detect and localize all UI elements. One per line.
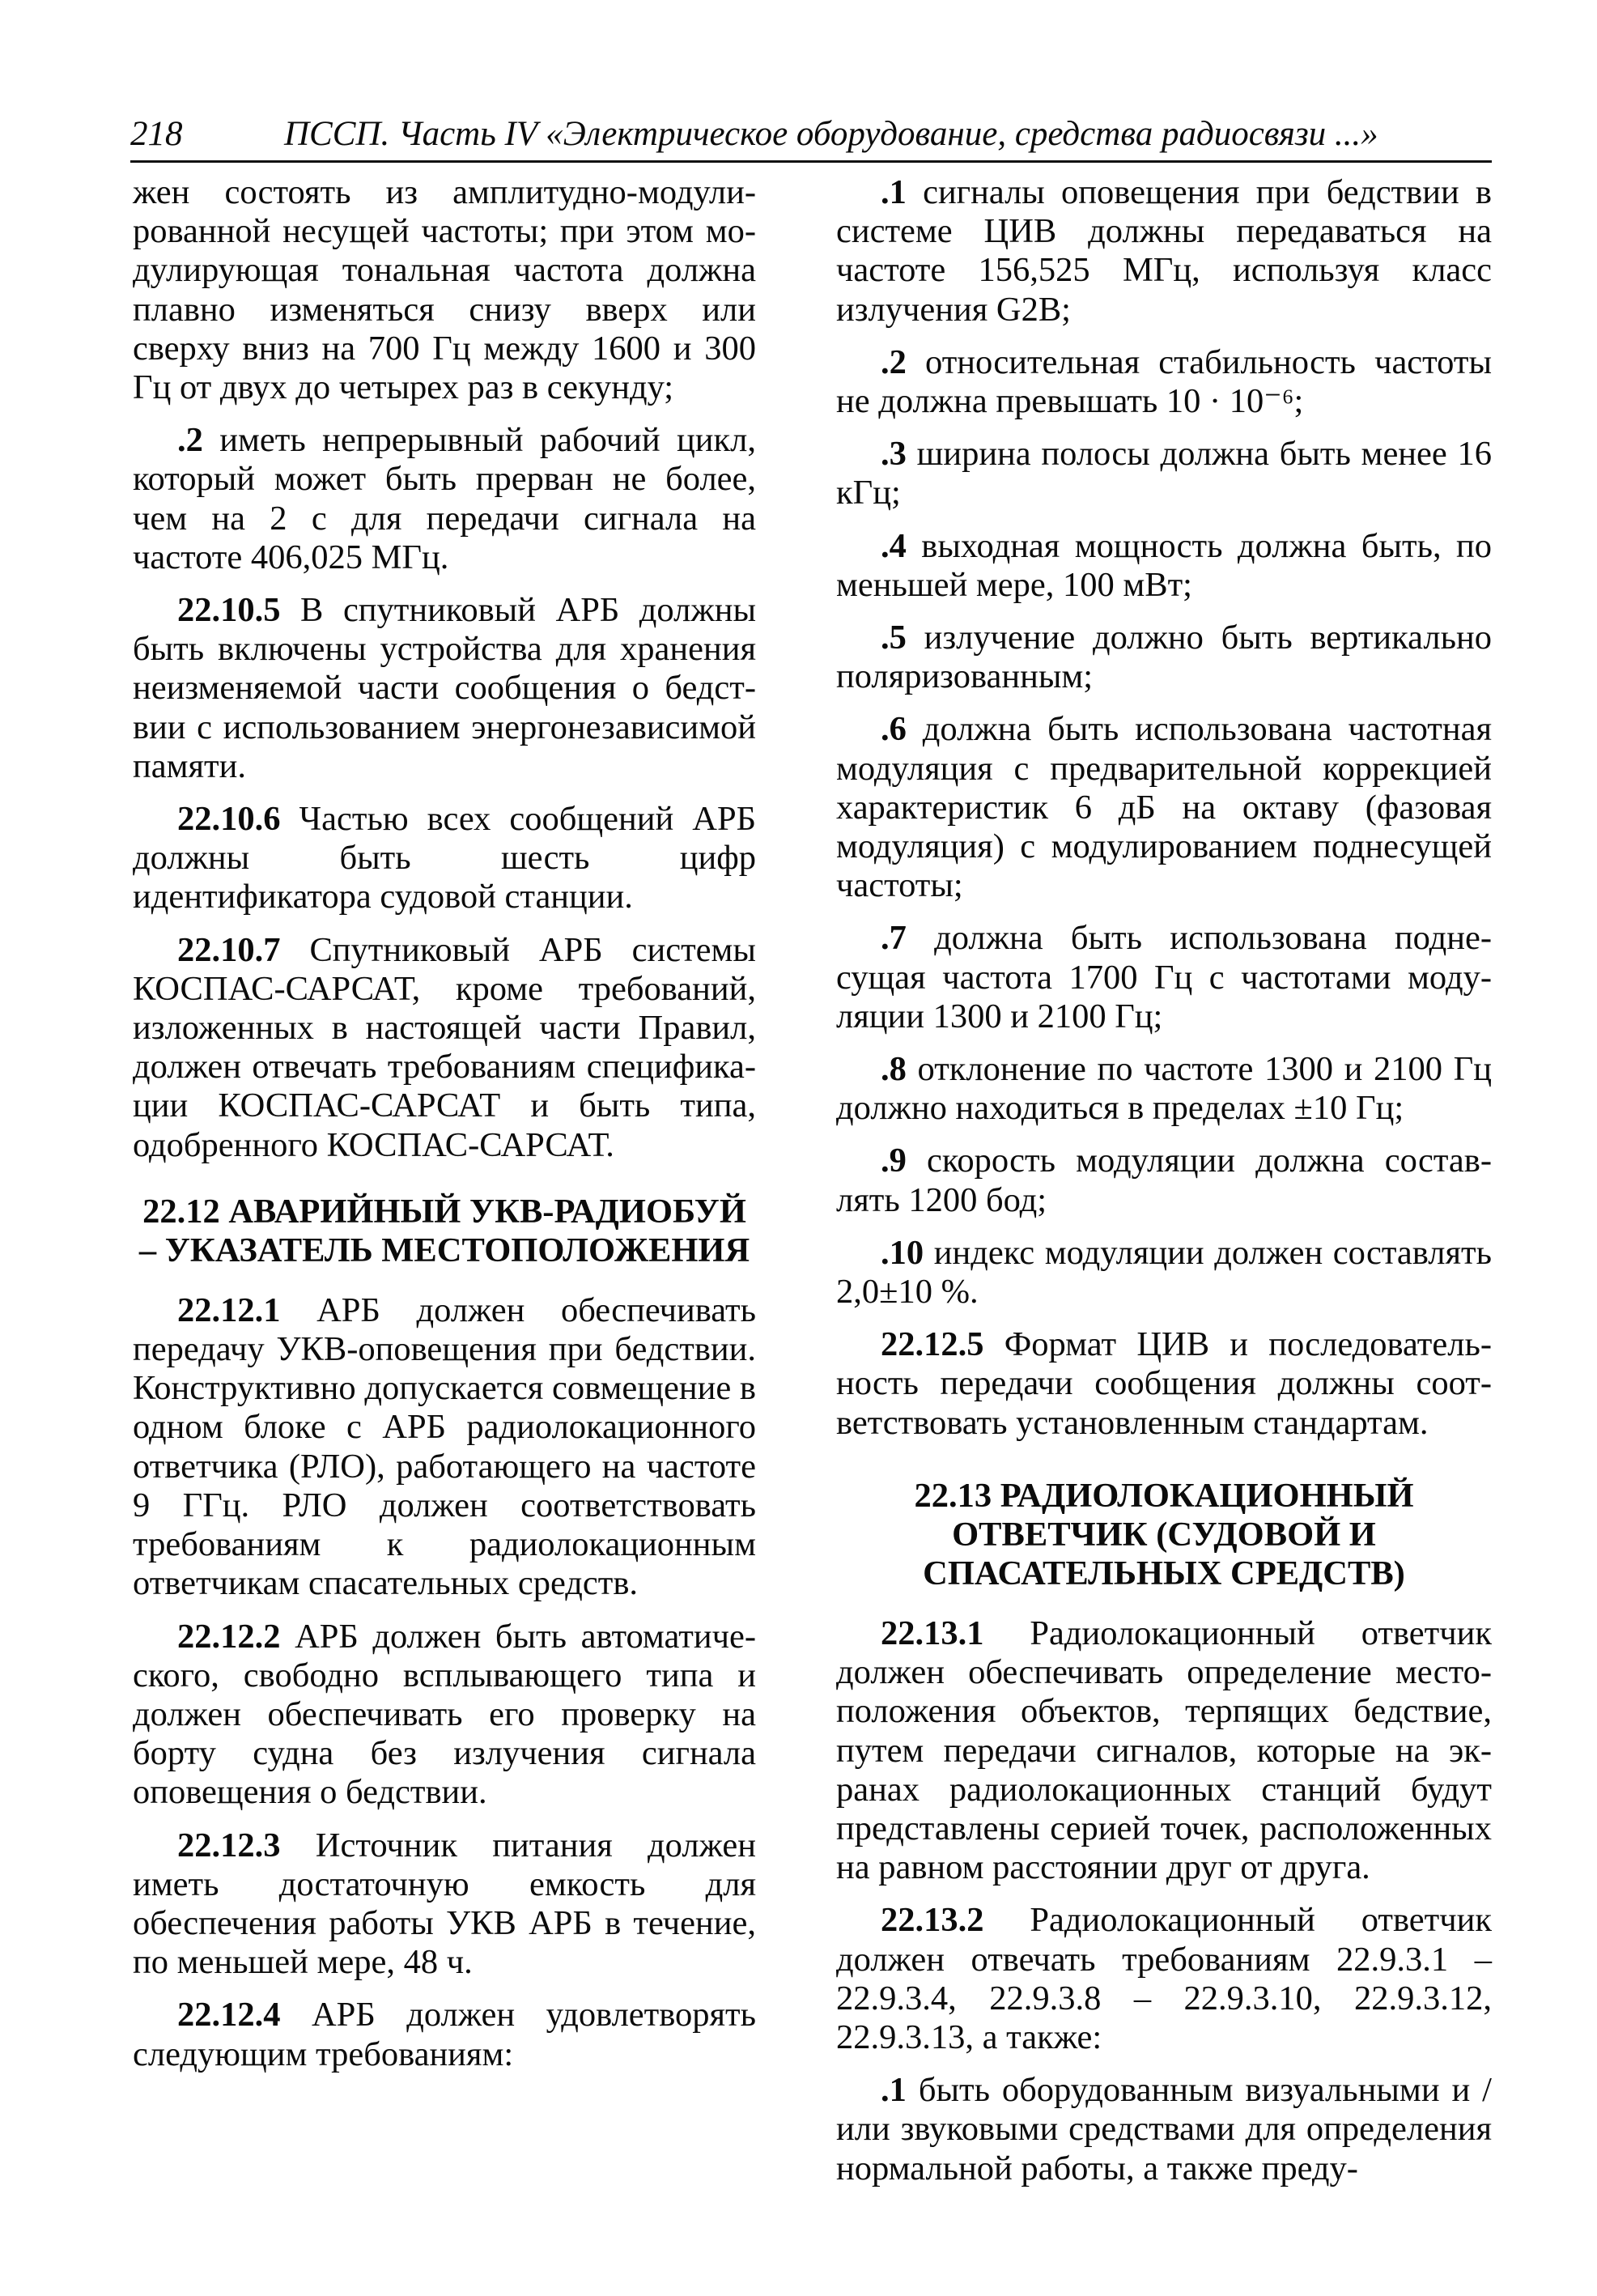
item-number: .6 bbox=[881, 710, 907, 749]
clause-number: 22.10.6 bbox=[177, 800, 281, 839]
item-number: .8 bbox=[881, 1050, 907, 1089]
item-number: .5 bbox=[881, 619, 907, 657]
item-text: должна быть использована поднесущая частота 1700 Гц с частотами модуляции 1300 и 2100 Гц; bbox=[836, 919, 1492, 1035]
list-item bbox=[836, 1142, 1492, 1219]
clause-number: 22.10.7 bbox=[177, 930, 281, 969]
paragraph bbox=[836, 1614, 1492, 1887]
paragraph bbox=[133, 931, 756, 1165]
clause-number: 22.12.4 bbox=[177, 1996, 281, 2035]
paragraph bbox=[133, 421, 756, 577]
paragraph bbox=[133, 1291, 756, 1604]
item-number: .4 bbox=[881, 526, 907, 565]
paragraph bbox=[133, 1996, 756, 2073]
item-number: .2 bbox=[881, 342, 907, 381]
paragraph-text: В спутниковый АРБ должны быть включены устройства для хранения неизменяемой части сообщения о бедствии с использованием энергонезависимой памяти. bbox=[133, 591, 756, 785]
item-number: .7 bbox=[881, 919, 907, 958]
item-number: .10 bbox=[881, 1233, 924, 1272]
paragraph-text: Спутниковый АРБ системы КОСПАС-САРСАТ, кроме требований, изложенных в настоящей части Правил, должен отвечать требованиям спецификации КОСПАС-САРСАТ и быть типа, одобренного КОСПАС-САРСАТ. bbox=[133, 930, 756, 1164]
clause-number: 22.13.1 bbox=[881, 1614, 984, 1652]
item-text: излучение должно быть вертикально поляризованным; bbox=[836, 619, 1492, 696]
list-item bbox=[836, 527, 1492, 605]
item-text: сигналы оповещения при бедствии в системе ЦИВ должны передаваться на частоте 156,525 МГц, используя класс излучения G2B; bbox=[836, 173, 1492, 329]
item-number: .3 bbox=[881, 435, 907, 474]
paragraph-text: Источник питания должен иметь достаточную емкость для обеспечения работы УКВ АРБ в течение, по меньшей мере, 48 ч. bbox=[133, 1826, 756, 1982]
paragraph bbox=[133, 800, 756, 917]
section-heading: 22.12 АВАРИЙНЫЙ УКВ-РАДИОБУЙ – УКАЗАТЕЛЬ МЕСТОПОЛОЖЕНИЯ bbox=[138, 1192, 750, 1269]
paragraph-text: Частью всех сообщений АРБ должны быть шесть цифр идентификатора судовой станции. bbox=[133, 800, 756, 916]
item-number: .9 bbox=[881, 1142, 907, 1180]
item-text: индекс модуляции должен составлять 2,0±10 %. bbox=[836, 1233, 1492, 1312]
item-text: относительная стабильность частоты не должна превышать 10 · 10⁻⁶; bbox=[836, 342, 1492, 421]
page-number: 218 bbox=[130, 115, 183, 153]
list-item bbox=[836, 173, 1492, 330]
item-text: скорость модуляции должна составлять 1200 бод; bbox=[836, 1142, 1492, 1219]
list-item bbox=[836, 919, 1492, 1036]
section-heading: 22.13 РАДИОЛОКАЦИОННЫЙ ОТВЕТЧИК (СУДОВОЙ И СПАСАТЕЛЬНЫХ СРЕДСТВ) bbox=[914, 1476, 1414, 1592]
clause-number: 22.13.2 bbox=[881, 1901, 984, 1940]
paragraph bbox=[133, 1618, 756, 1813]
paragraph bbox=[133, 173, 756, 407]
right-column bbox=[836, 173, 1492, 2202]
running-title: ПССП. Часть IV «Электрическое оборудование, средства радиосвязи ...» bbox=[284, 115, 1378, 153]
item-text: выходная мощность должна быть, по меньшей мере, 100 мВт; bbox=[836, 526, 1492, 604]
paragraph bbox=[133, 1826, 756, 1983]
item-number: .2 bbox=[177, 421, 203, 460]
paragraph-text: АРБ должен обеспечивать передачу УКВ-оповещения при бедствии. Конструктивно допускается совмещение в одном блоке с АРБ радиолокационного ответчика (РЛО), работающего на частоте 9 ГГц. РЛО должен соответствовать требованиям к радиолокационным ответчикам спасательных средств. bbox=[133, 1290, 756, 1603]
paragraph bbox=[133, 591, 756, 786]
list-item bbox=[836, 1234, 1492, 1312]
paragraph-text: Формат ЦИВ и последовательность передачи сообщения должны соответствовать установленным стандартам. bbox=[836, 1325, 1492, 1442]
clause-number: 22.12.2 bbox=[177, 1617, 281, 1656]
list-item bbox=[836, 1050, 1492, 1128]
paragraph-text: АРБ должен удовлетворять следующим требованиям: bbox=[133, 1996, 756, 2073]
item-text: отклонение по частоте 1300 и 2100 Гц должно находиться в пределах ±10 Гц; bbox=[836, 1050, 1492, 1128]
list-item bbox=[836, 435, 1492, 512]
clause-number: 22.12.5 bbox=[881, 1325, 984, 1364]
list-item bbox=[836, 343, 1492, 421]
list-item bbox=[836, 2071, 1492, 2188]
paragraph bbox=[836, 1901, 1492, 2057]
paragraph-text: жен состоять из амплитудно-модулированной несущей частоты; при этом модулирующая тональная частота должна плавно изменяться снизу вверх или сверху вниз на 700 Гц между 1600 и 300 Гц от двух до четырех раз в секунду; bbox=[133, 173, 756, 407]
clause-number: 22.12.1 bbox=[177, 1290, 281, 1329]
running-header bbox=[130, 113, 1492, 163]
item-text: должна быть использована частотная модуляция с предварительной коррекцией характеристик 6 дБ на октаву (фазовая модуляция) с модулированием поднесущей частоты; bbox=[836, 710, 1492, 905]
paragraph-text: Радиолокационный ответчик должен обеспечивать определение местоположения объектов, терпящих бедствие, путем передачи сигналов, которые на экранах радиолокационных станций будут представлены серией точек, расположенных на равном расстоянии друг от друга. bbox=[836, 1614, 1492, 1887]
item-text: ширина полосы должна быть менее 16 кГц; bbox=[836, 435, 1492, 512]
clause-number: 22.10.5 bbox=[177, 591, 281, 630]
item-number: .1 bbox=[881, 2071, 907, 2110]
paragraph bbox=[836, 1325, 1492, 1443]
paragraph-text: АРБ должен быть автоматического, свободно всплывающего типа и должен обеспечивать его проверку на борту судна без излучения сигнала оповещения о бедствии. bbox=[133, 1617, 756, 1812]
left-column bbox=[133, 173, 756, 2088]
clause-number: 22.12.3 bbox=[177, 1826, 281, 1864]
list-item bbox=[836, 710, 1492, 905]
paragraph-text: Радиолокационный ответчик должен отвечать требованиям 22.9.3.1 – 22.9.3.4, 22.9.3.8 – 22.9.3.10, 22.9.3.12, 22.9.3.13, а также: bbox=[836, 1901, 1492, 2056]
item-number: .1 bbox=[881, 173, 907, 211]
list-item bbox=[836, 619, 1492, 696]
item-text: быть оборудованным визуальными и / или звуковыми средствами для определения нормальной работы, а также преду- bbox=[836, 2071, 1492, 2188]
paragraph-text: иметь непрерывный рабочий цикл, который может быть прерван не более, чем на 2 с для передачи сигнала на частоте 406,025 МГц. bbox=[133, 421, 756, 576]
